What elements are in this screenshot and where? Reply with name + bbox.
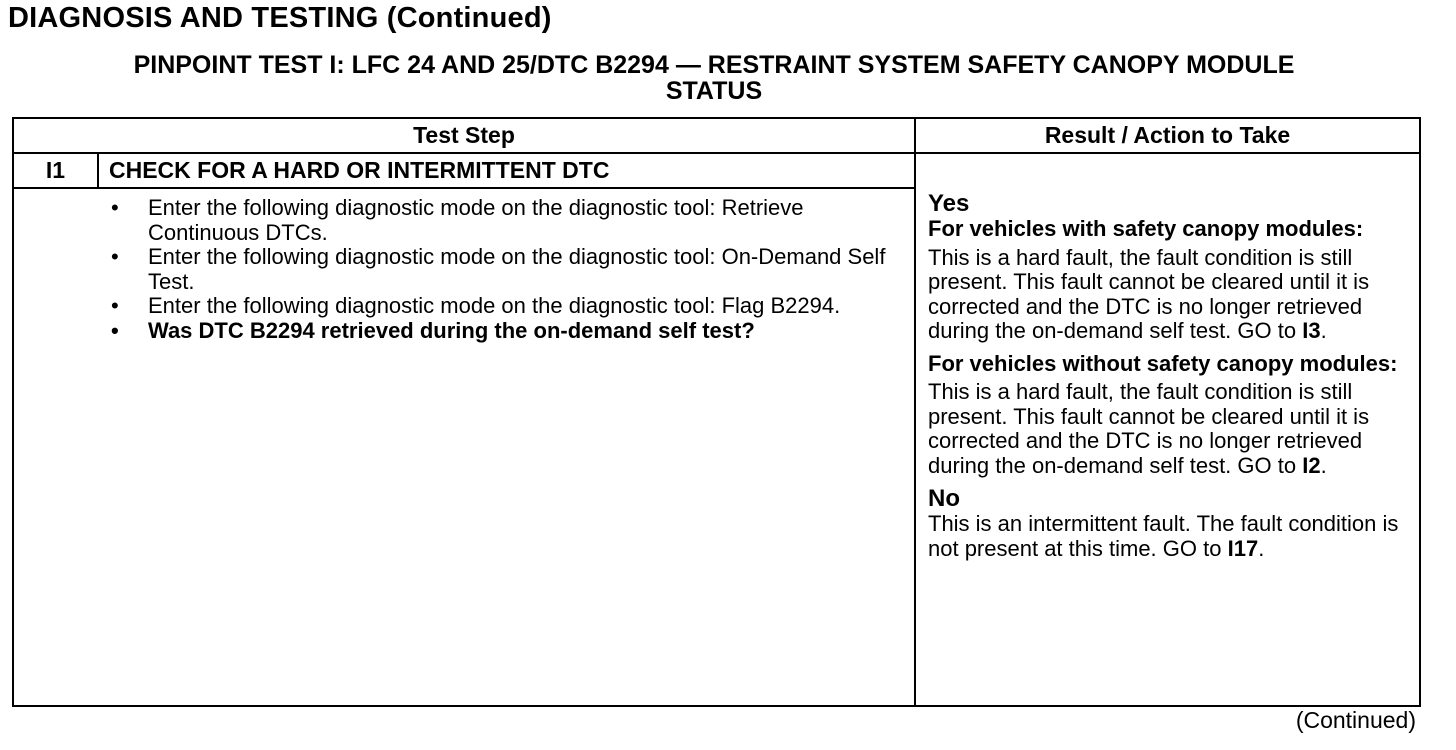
result-action-cell [928, 191, 1415, 561]
bullet: • [111, 317, 119, 343]
column-divider [914, 119, 916, 705]
step-id: I1 [45, 157, 66, 183]
step-heading: CHECK FOR A HARD OR INTERMITTENT DTC [109, 157, 610, 183]
period: . [1258, 535, 1265, 561]
yes-label: Yes [928, 190, 970, 217]
period: . [1320, 452, 1327, 478]
bullet: • [111, 293, 119, 318]
bullet: • [111, 244, 119, 269]
page-heading: DIAGNOSIS AND TESTING (Continued) [8, 2, 552, 34]
instruction-item [100, 294, 890, 319]
instruction-item [100, 196, 890, 245]
no-action [928, 512, 1415, 561]
without-canopy-heading: For vehicles without safety canopy modules: [928, 350, 1398, 376]
question-text: Was DTC B2294 retrieved during the on-demand self test? [148, 317, 755, 343]
header-result-action: Result / Action to Take [1044, 122, 1291, 148]
instruction-text: Enter the following diagnostic mode on the diagnostic tool: Retrieve Continuous DTCs. [148, 195, 804, 245]
bullet: • [111, 195, 119, 220]
goto-link-i2: I2 [1302, 452, 1321, 478]
period: . [1320, 318, 1327, 343]
with-canopy-heading: For vehicles with safety canopy modules: [928, 216, 1364, 241]
step-id-divider [97, 152, 99, 187]
continued-footer: (Continued) [1295, 707, 1416, 733]
instruction-question [100, 319, 890, 344]
with-canopy-text: This is a hard fault, the fault condition is still present. This fault cannot be cleared until it is corrected and the DTC is no longer retrieved during the on-demand self test. GO to [928, 244, 1370, 343]
with-canopy-action [928, 246, 1415, 344]
goto-link-i3: I3 [1302, 318, 1321, 343]
header-test-step: Test Step [413, 122, 515, 148]
instruction-text: Enter the following diagnostic mode on the diagnostic tool: On-Demand Self Test. [148, 244, 886, 294]
step-heading-divider [14, 187, 914, 189]
pinpoint-test-title [14, 52, 1414, 104]
pinpoint-test-title-line-1: PINPOINT TEST I: LFC 24 AND 25/DTC B2294 — RESTRAINT SYSTEM SAFETY CANOPY MODULE [133, 51, 1295, 79]
pinpoint-test-table [12, 117, 1421, 707]
instruction-item [100, 245, 890, 294]
no-text: This is an intermittent fault. The fault condition is not present at this time. GO to [928, 511, 1399, 561]
instruction-list [100, 196, 890, 343]
instruction-text: Enter the following diagnostic mode on the diagnostic tool: Flag B2294. [148, 293, 841, 318]
without-canopy-text: This is a hard fault, the fault condition is still present. This fault cannot be cleared until it is corrected and the DTC is no longer retrieved during the on-demand self test. GO to [928, 379, 1370, 478]
goto-link-i17: I17 [1227, 535, 1259, 561]
pinpoint-test-title-line-2: STATUS [665, 77, 763, 105]
no-label: No [928, 485, 960, 512]
without-canopy-action [928, 380, 1415, 478]
